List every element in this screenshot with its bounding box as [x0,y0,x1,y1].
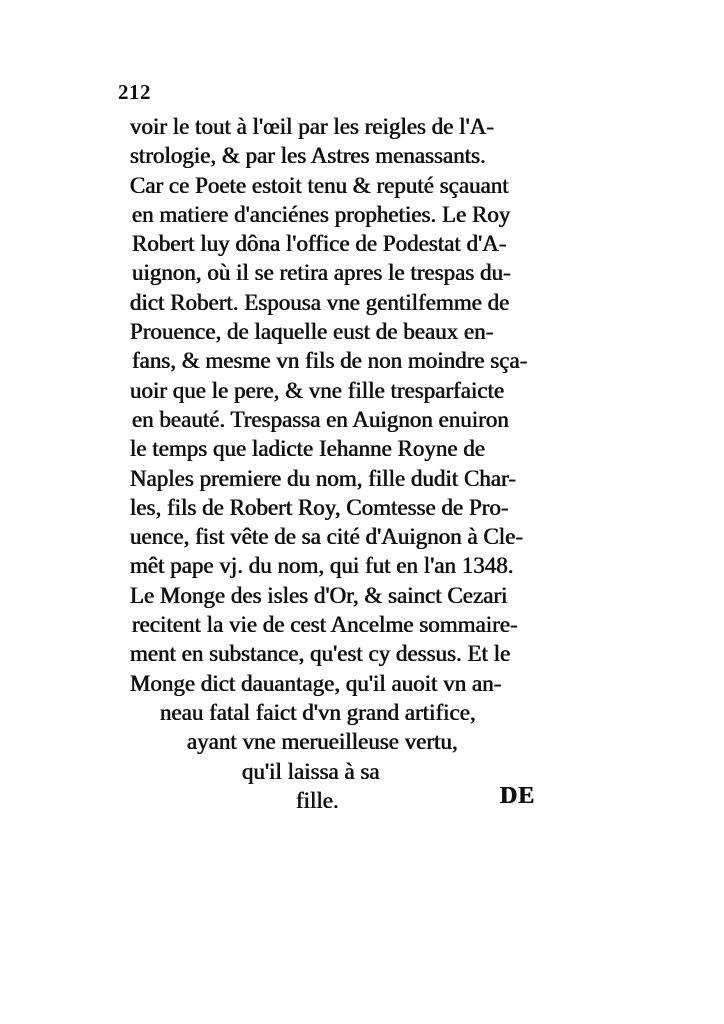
text-line: en beauté. Trespassa en Auignon enuiron [132,406,509,432]
text-line: Robert luy dôna l'office de Podestat d'A- [132,231,507,257]
text-line: dict Robert. Espousa vne gentilfemme de [130,289,510,315]
text-line: uoir que le pere, & vne fille tresparfaicte [130,377,505,403]
text-line: recitent la vie de cest Ancelme sommaire- [132,612,518,638]
text-line: ayant vne merueilleuse vertu, [187,729,458,755]
text-line: Naples premiere du nom, fille dudit Char- [130,465,516,491]
text-line: Prouence, de laquelle eust de beaux en- [130,319,494,345]
text-line: fille. [296,787,339,813]
text-line: strologie, & par les Astres menassants. [130,143,486,169]
text-line: voir le tout à l'œil par les reigles de l'A- [130,114,495,139]
text-line: Monge dict dauantage, qu'il auoit vn an- [130,670,502,696]
text-line: qu'il laissa à sa [242,758,380,784]
page-number: 212 [118,80,151,104]
text-line: Car ce Poete estoit tenu & reputé sçauant [130,172,509,198]
text-line: uignon, où il se retira apres le trespas du- [132,260,511,286]
text-line: fans, & mesme vn fils de non moindre sça- [132,348,528,374]
text-line: le temps que ladicte Iehanne Royne de [130,436,486,462]
text-line: Le Monge des isles d'Or, & sainct Cezari [130,582,508,608]
text-line: uence, fist vête de sa cité d'Auignon à Cle- [130,524,524,550]
body-text [112,112,562,815]
text-line: neau fatal faict d'vn grand artifice, [160,699,476,725]
catchword: DE [500,783,536,809]
text-line: les, fils de Robert Roy, Comtesse de Pro- [130,494,509,520]
text-line: ment en substance, qu'est cy dessus. Et le [130,641,511,667]
text-line: mêt pape vj. du nom, qui fut en l'an 1348. [130,553,514,579]
text-line: en matiere d'anciénes propheties. Le Roy [132,201,511,227]
